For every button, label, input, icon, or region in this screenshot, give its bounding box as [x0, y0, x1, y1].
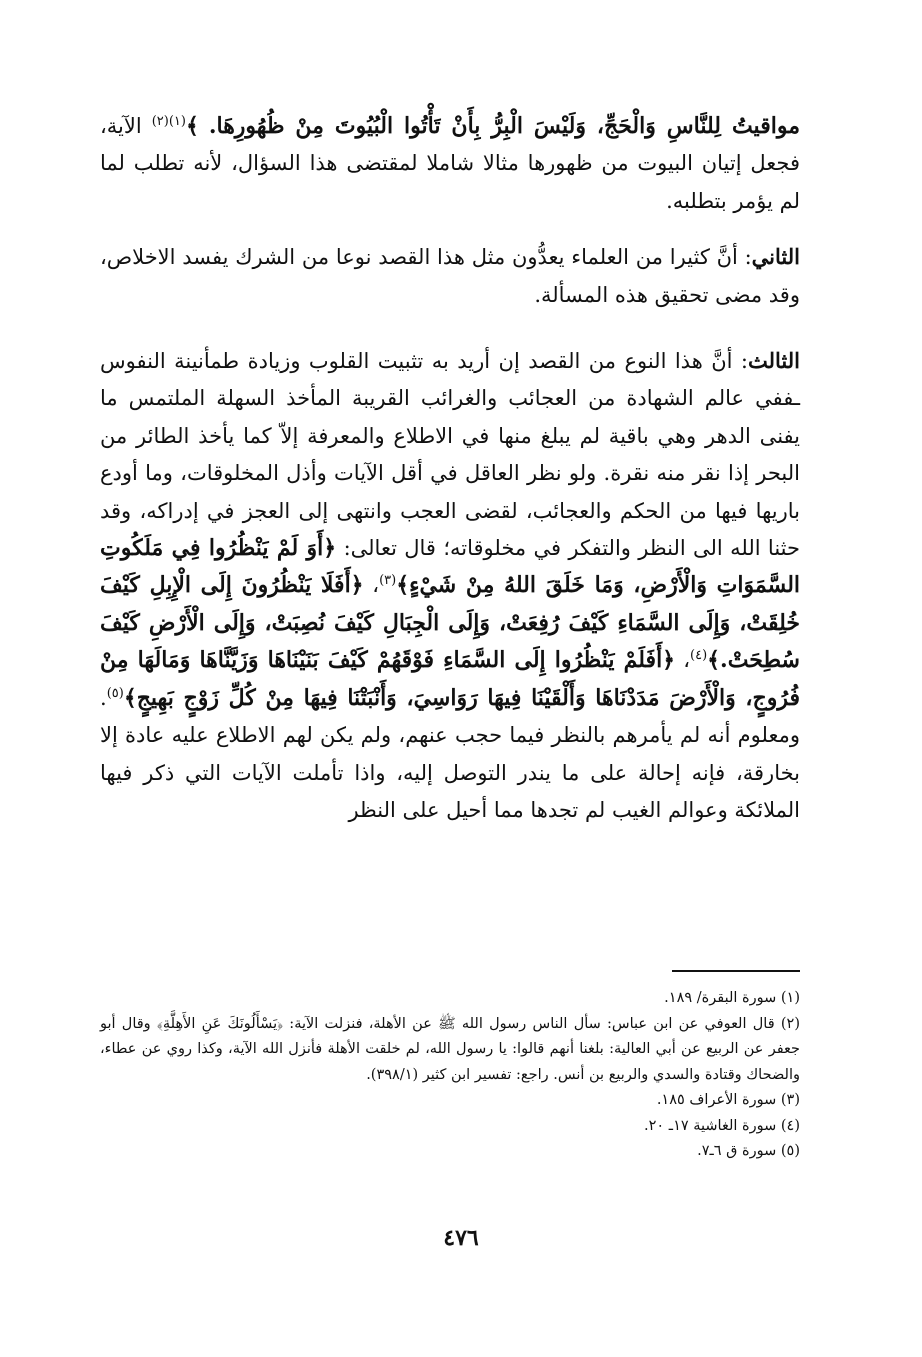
paragraph-2-lead: الثاني	[751, 244, 800, 270]
quran-verse-ghashiya: ﴿أَفَلَا يَنْظُرُونَ إِلَى الْإِبِلِ كَيْفَ خُلِقَتْ، وَإِلَى السَّمَاءِ كَيْفَ رُفِعَتْ، وَإِلَى الْجِبَالِ كَيْفَ نُصِبَتْ، وَإِلَى الْأَرْضِ كَيْفَ سُطِحَتْ.﴾	[100, 572, 800, 674]
quran-verse-araf: ﴿أَوَ لَمْ يَنْظُرُوا فِي مَلَكُوتِ السَّمَوَاتِ وَالْأَرْضِ، وَمَا خَلَقَ اللهُ مِنْ شَيْءٍ﴾	[100, 535, 801, 599]
quran-verse: مواقيتُ لِلنَّاسِ وَالْحَجِّ، وَلَيْسَ الْبِرُّ بِأَنْ تَأْتُوا الْبُيُوتَ مِنْ ظُهُورِهَا.	[208, 113, 800, 139]
verse-close-bracket: ﴾	[185, 113, 199, 139]
paragraph-3: الثالث: أنَّ هذا النوع من القصد إن أريد به تثبيت القلوب وزيادة طمأنينة النفوس ـففي عالم الشهادة من العجائب والغرائب القريبة المأخذ السهلة الملتمس ما يفنى الدهر وهي باقية لم يبلغ منها في الاطلاع والمعرفة إلاّ كما يأخذ الطائر من البحر إذا نقر منه نقرة. ولو نظر العاقل في أقل الآيات وأذل المخلوقات، وما أودع باريها فيها من الحكم والعجائب، لقضى العجب وانتهى إلى العجز في إدراكه، وقد حثنا الله الى النظر والتفكر في مخلوقاته؛ قال تعالى: ﴿أَوَ لَمْ يَنْظُرُوا فِي مَلَكُوتِ السَّمَوَاتِ وَالْأَرْضِ، وَمَا خَلَقَ اللهُ مِنْ شَيْءٍ﴾$^{(٣)}$، ﴿أَفَلَا يَنْظُرُونَ إِلَى الْإِبِلِ كَيْفَ خُلِقَتْ، وَإِلَى السَّمَاءِ كَيْفَ رُفِعَتْ، وَإِلَى الْجِبَالِ كَيْفَ نُصِبَتْ، وَإِلَى الْأَرْضِ كَيْفَ سُطِحَتْ.﴾$^{(٤)}$، ﴿أَفَلَمْ يَنْظُرُوا إِلَى السَّمَاءِ فَوْقَهُمْ كَيْفَ بَنَيْنَاهَا وَزَيَّنَّاهَا وَمَالَهَا مِنْ فُرُوجٍ، وَالْأَرْضَ مَدَدْنَاهَا وَأَلْقَيْنَا فِيهَا رَوَاسِيَ، وَأَنْبَتْنَا فِيهَا مِنْ كُلِّ زَوْجٍ بَهِيجٍ﴾$^{(٥)}$. ومعلوم أنه لم يأمرهم بالنظر فيما حجب عنهم، ولم يكن لهم الاطلاع عليه عادة إلا بخارقة، فإنه إحالة على ما يندر التوصل إليه، واذا تأملت الآيات التي ذكر فيها الملائكة وعوالم الغيب لم تجدها مما أحيل على النظر	[100, 348, 801, 822]
footnote-5: (٥) سورة ق ٦ـ٧.	[697, 1143, 800, 1159]
paragraph-3-text-2: . ومعلوم أنه لم يأمرهم بالنظر فيما حجب عنهم، ولم يكن لهم الاطلاع عليه عادة إلا بخارقة، فإنه إحالة على ما يندر التوصل إليه، واذا تأملت الآيات التي ذكر فيها الملائكة وعوالم الغيب لم تجدها مما أحيل على النظر	[100, 685, 800, 822]
quran-verse-qaf: ﴿أَفَلَمْ يَنْظُرُوا إِلَى السَّمَاءِ فَوْقَهُمْ كَيْفَ بَنَيْنَاهَا وَزَيَّنَّاهَا وَمَالَهَا مِنْ فُرُوجٍ، وَالْأَرْضَ مَدَدْنَاهَا وَأَلْقَيْنَا فِيهَا رَوَاسِيَ، وَأَنْبَتْنَا فِيهَا مِنْ كُلِّ زَوْجٍ بَهِيجٍ﴾	[100, 647, 800, 711]
footnote-divider	[672, 970, 800, 972]
page-number: ٤٧٦	[443, 1225, 479, 1251]
paragraph-3-lead: الثالث	[748, 348, 800, 374]
footnote-ref-3: (٣)	[379, 573, 397, 589]
footnote-3: (٣) سورة الأعراف ١٨٥.	[656, 1092, 800, 1108]
footnotes	[100, 986, 800, 1165]
paragraph-1	[100, 108, 800, 220]
paragraph-3-text-1: : أنَّ هذا النوع من القصد إن أريد به تثبيت القلوب وزيادة طمأنينة النفوس ـففي عالم الشهادة من العجائب والغرائب القريبة المأخذ السهلة الملتمس ما يفنى الدهر وهي باقية لم يبلغ منها في الاطلاع والمعرفة إلاّ كما يأخذ الطائر من البحر إذا نقر منه نقرة. ولو نظر العاقل في أقل الآيات وأذل المخلوقات، وما أودع باريها فيها من الحكم والعجائب، لقضى العجب وانتهى إلى العجز في إدراكه، وقد حثنا الله الى النظر والتفكر في مخلوقاته؛ قال تعالى:	[100, 349, 800, 561]
paragraph-1-text: الآية، فجعل إتيان البيوت من ظهورها مثالا شاملا لمقتضى هذا السؤال، لأنه تطلب لما لم يؤمر بتطلبه.	[100, 114, 800, 213]
main-text	[100, 108, 800, 829]
footnote-ref-5: (٥)	[106, 685, 124, 701]
footnote-ref-4: (٤)	[690, 648, 708, 664]
footnote-ref-1-2: (١)(٢)	[151, 114, 186, 129]
footnote-2: (٢) قال العوفي عن ابن عباس: سأل الناس رسول الله ﷺ عن الأهلة، فنزلت الآية: ﴿يَسْأَلُونَكَ عَنِ الأَهِلَّةِ﴾ وقال أبو جعفر عن الربيع عن أبي العالية: بلغنا أنهم قالوا: يا رسول الله، لم خلقت الأهلة فأنزل الله الآية، وكذا روي عن عطاء، والضحاك وقتادة والسدي والربيع بن أنس. راجع: تفسير ابن كثير (٣٩٨/١).	[100, 1015, 800, 1083]
footnote-1: (١) سورة البقرة/ ١٨٩.	[664, 990, 800, 1006]
footnote-4: (٤) سورة الغاشية ١٧ـ ٢٠.	[644, 1117, 800, 1134]
paragraph-2	[100, 238, 800, 314]
paragraph-2-text: : أنَّ كثيرا من العلماء يعدُّون مثل هذا القصد نوعا من الشرك يفسد الاخلاص، وقد مضى تحقيق هذه المسألة.	[100, 245, 800, 307]
